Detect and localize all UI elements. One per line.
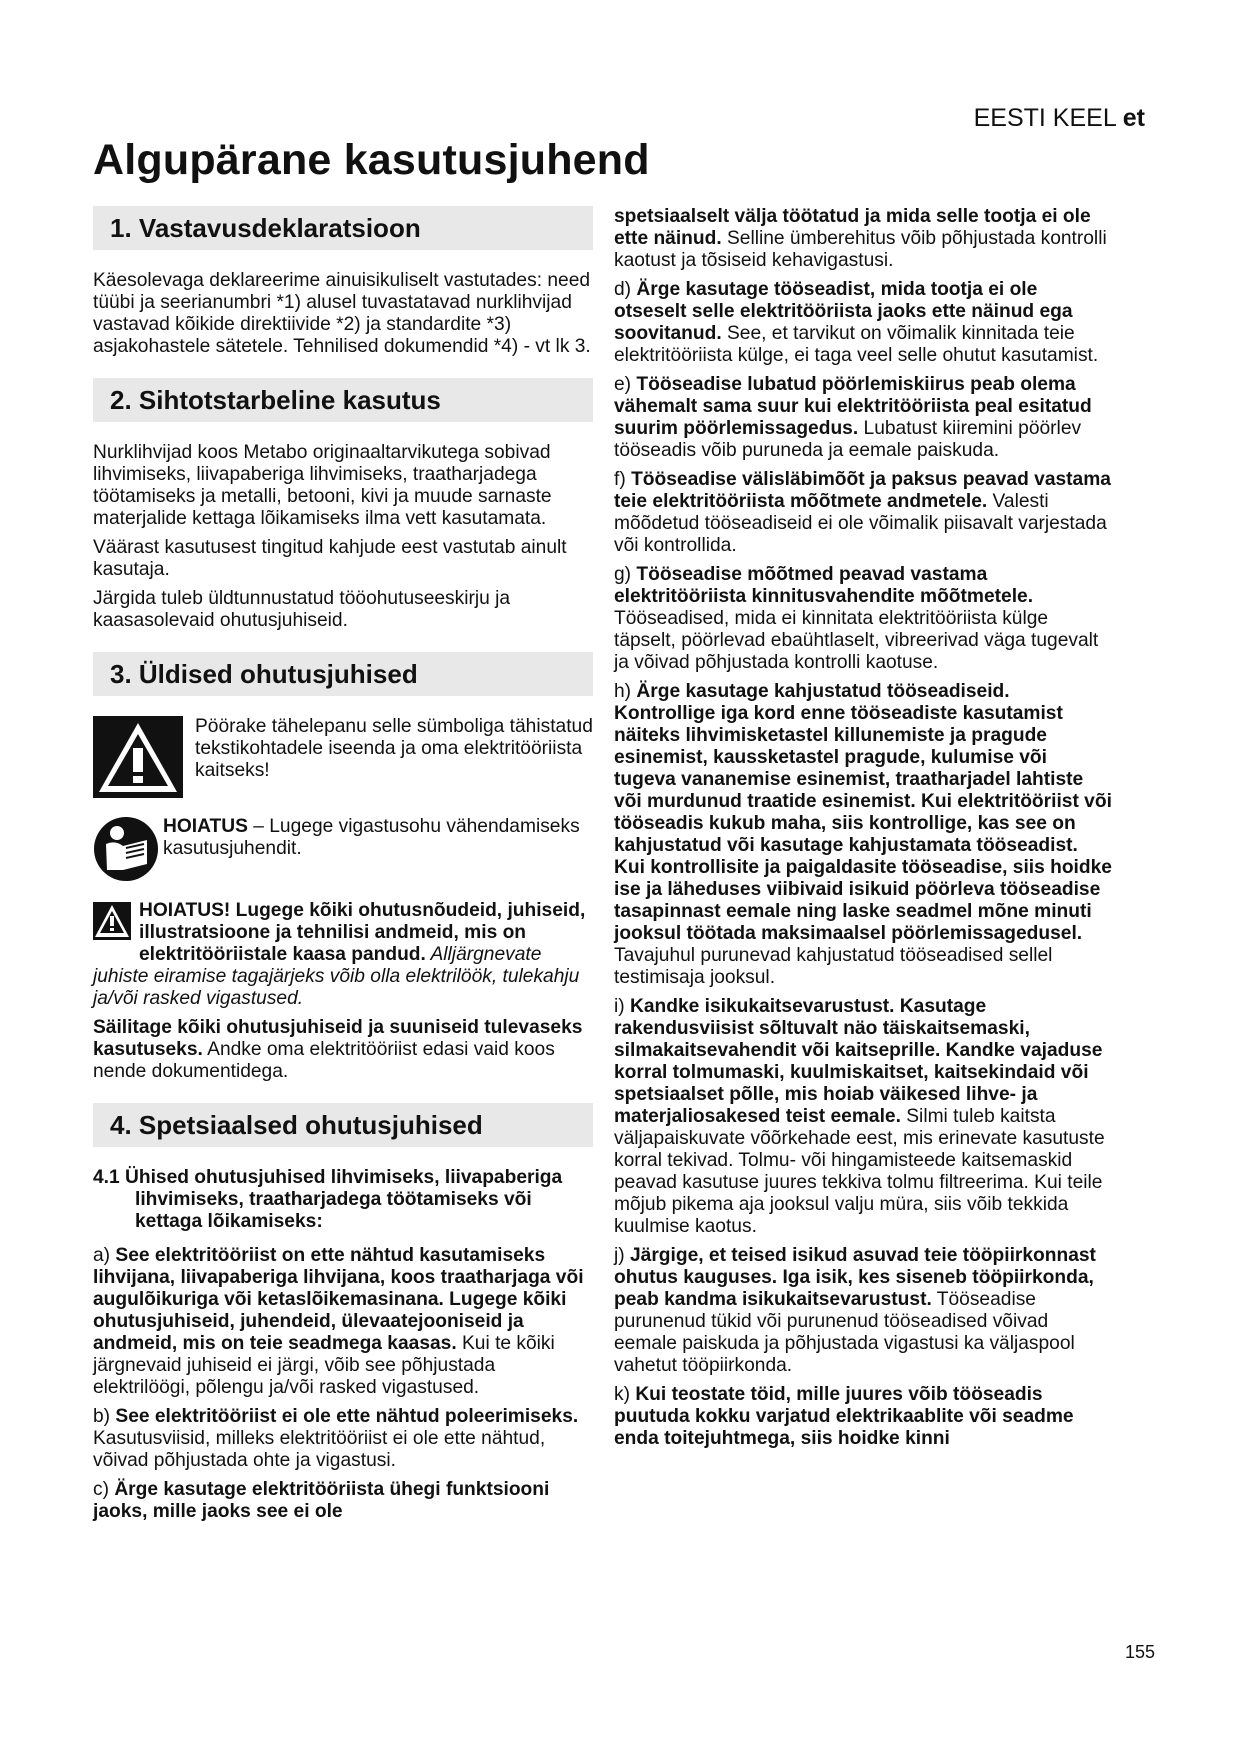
list-item: b) See elektritööriist ei ole ette nähtud poleerimiseks. Kasutusviisid, milleks elektritööriist ei ole ette nähtud, võivad põhjustada ohte ja vigastusi.	[93, 1406, 579, 1471]
section-2-paragraph: Väärast kasutusest tingitud kahjude eest vastutab ainult kasutaja.	[93, 537, 567, 580]
manual-warning-text: – Lugege vigastusohu vähendamiseks kasutusjuhendit.	[163, 816, 580, 859]
list-item: i) Kandke isikukaitsevarustust. Kasutage rakendusviisist sõltuvalt näo täiskaitsemaski, silmakaitsevahendit või kaitseprille. Kandke vajaduse korral tolmumaski, kuulmiskaitset, kaitsekindaid või spetsiaalset põlle, mis hoiab väikesed lihve- ja materjaliosakesed teist eemale. Silmi tuleb kaitsta väljapaiskuvate võõrkehade eest, mis erinevate kasutuste korral tekivad. Tolmu- või hingamisteede kaitsemaskid peavad kasutuse juures tekkiva tolmu filtreerima. Kui teile mõjub pikema aja jooksul valju müra, siis võib tekkida kuulmise kaotus.	[614, 996, 1105, 1237]
manual-note	[93, 816, 593, 888]
general-warning-block	[93, 900, 593, 1010]
left-column	[93, 206, 593, 1523]
warning-symbol-note	[93, 716, 593, 804]
list-item: k) Kui teostate töid, mille juures võib tööseadis puutuda kokku varjatud elektrikaablite või seadme enda toitejuhtmega, siis hoidke kinni	[614, 1384, 1074, 1449]
warning-symbol-text: Pöörake tähelepanu selle sümboliga tähistatud tekstikohtadele iseenda ja oma elektritööriista kaitseks!	[195, 716, 593, 781]
warning-triangle-icon	[93, 716, 183, 804]
section-1-text: Käesolevaga deklareerime ainuisikuliselt vastutades: need tüübi ja seerianumbri *1) alusel tuvastatavad nurklihvijad vastavad kõikide direktiivide *2) ja standardite *3) asjakohastele sätetele. Tehnilised dokumendid *4) - vt lk 3.	[93, 270, 591, 357]
list-item: j) Järgige, et teised isikud asuvad teie tööpiirkonnast ohutus kauguses. Iga isik, kes siseneb tööpiirkonda, peab kandma isikukaitsevarustust. Tööseadise purunenud tükid või purunenud tööseadised võivad eemale paiskuda ja põhjustada vigastusi ka väljaspool vahetut tööpiirkonda.	[614, 1245, 1096, 1376]
list-item: a) See elektritööriist on ette nähtud kasutamiseks lihvijana, liivapaberiga lihvijana, koos traatharjaga või augulõikuriga või ketaslõikemasinana. Lugege kõiki ohutusjuhiseid, juhendeid, ülevaatejooniseid ja andmeid, mis on teie seadmega kaasas. Kui te kõiki järgnevaid juhiseid ei järgi, võib see põhjustada elektrilöögi, põlengu ja/või rasked vigastused.	[93, 1245, 584, 1398]
section-3-heading: 3. Üldised ohutusjuhised	[93, 652, 593, 696]
warning-triangle-icon	[93, 902, 131, 946]
general-warning-bold: HOIATUS! Lugege kõiki ohutusnõudeid, juhiseid, illustratsioone ja tehnilisi andmeid, mis on elektritööriistale kaasa pandud.	[139, 900, 586, 965]
section-2-paragraph: Nurklihvijad koos Metabo originaaltarvikutega sobivad lihvimiseks, liivapaberiga lihvimiseks, traatharjadega töötamiseks ja metalli, betooni, kivi ja muude sarnaste materjalide kettaga lõikamiseks ilma vett kasutamata.	[93, 442, 552, 529]
general-warning-italic: Alljärgnevate juhiste eiramise tagajärjeks võib olla elektrilöök, tulekahju ja/või rasked vigastused.	[93, 944, 580, 1009]
section-2-heading: 2. Sihtotstarbeline kasutus	[93, 378, 593, 422]
list-item: g) Tööseadise mõõtmed peavad vastama elektritööriista kinnitusvahendite mõõtmetele. Tööseadised, mida ei kinnitata elektritööriista külge täpselt, pöörlevad ebaühtlaselt, vibreerivad väga tugevalt ja võivad põhjustada kontrolli kaotuse.	[614, 564, 1099, 673]
section-4-heading: 4. Spetsiaalsed ohutusjuhised	[93, 1103, 593, 1147]
page-title: Algupärane kasutusjuhend	[93, 136, 650, 184]
language-code: et	[1122, 104, 1145, 132]
page-number: 155	[1124, 1642, 1155, 1662]
language-label: EESTI KEEL et	[973, 104, 1145, 132]
keep-instructions-bold: Säilitage kõiki ohutusjuhiseid ja suuniseid tulevaseks kasutuseks.	[93, 1017, 583, 1060]
list-item: f) Tööseadise välisläbimõõt ja paksus peavad vastama teie elektritööriista mõõtmete andmetele. Valesti mõõdetud tööseadiseid ei ole võimalik piisavalt varjestada või kontrollida.	[614, 469, 1111, 556]
manual-warning-label: HOIATUS	[163, 816, 248, 837]
list-item: spetsiaalselt välja töötatud ja mida selle tootja ei ole ette näinud. Selline ümberehitus võib põhjustada kontrolli kaotust ja tõsiseid kehavigastusi.	[614, 206, 1107, 271]
subsection-4-1-heading: 4.1 Ühised ohutusjuhised lihvimiseks, liivapaberiga lihvimiseks, traatharjadega töötamiseks või kettaga lõikamiseks:	[93, 1167, 563, 1232]
list-item: e) Tööseadise lubatud pöörlemiskiirus peab olema vähemalt sama suur kui elektritööriista peal esitatud suurim pöörlemissagedus. Lubatust kiiremini pöörlev tööseadis võib puruneda ja eemale paiskuda.	[614, 374, 1092, 461]
list-item: d) Ärge kasutage tööseadist, mida tootja ei ole otseselt selle elektritööriista jaoks ette näinud ega soovitanud. See, et tarvikut on võimalik kinnitada teie elektritööriista külge, ei taga veel selle ohutut kasutamist.	[614, 279, 1099, 366]
list-item: c) Ärge kasutage elektritööriista ühegi funktsiooni jaoks, mille jaoks see ei ole	[93, 1479, 550, 1522]
list-item: h) Ärge kasutage kahjustatud tööseadiseid. Kontrollige iga kord enne tööseadiste kasutamist näiteks lihvimisketastel killunemiste ja pragude esinemist, kaussketastel pragude, kulumise või tugeva vananemise esinemist, traatharjadel lahtiste või murdunud traatide esinemist. Kui elektritööriist või tööseadis kukub maha, siis kontrollige, kas see on kahjustatud või kasutage kahjustamata tööseadist. Kui kontrollisite ja paigaldasite tööseadise, siis hoidke ise ja läheduses viibivaid isikuid pöörleva tööseadise tasapinnast eemale ning laske seadmel mõne minuti jooksul töötada maksimaalsel pöörlemissagedusel. Tavajuhul purunevad kahjustatud tööseadised sellel testimisaja jooksul.	[614, 681, 1112, 988]
section-2-paragraph: Järgida tuleb üldtunnustatud tööohutuseeskirju ja kaasasolevaid ohutusjuhiseid.	[93, 588, 511, 631]
keep-instructions-text: Andke oma elektritööriist edasi vaid koos nende dokumentidega.	[93, 1039, 555, 1082]
right-column	[614, 206, 1114, 1450]
section-1-heading: 1. Vastavusdeklaratsioon	[93, 206, 593, 250]
read-manual-icon	[93, 816, 159, 888]
